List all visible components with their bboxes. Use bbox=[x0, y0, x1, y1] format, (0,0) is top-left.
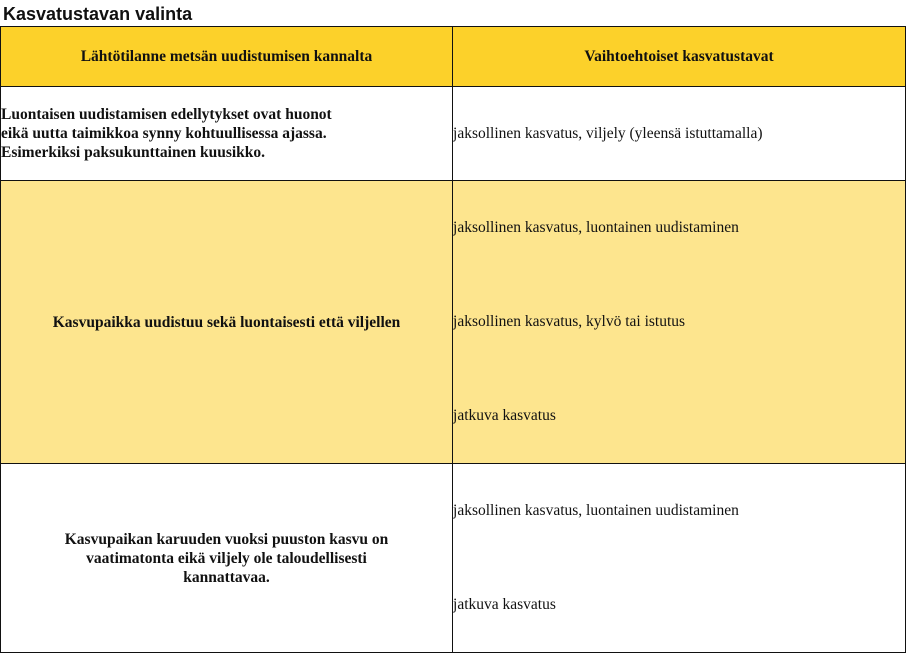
option-item: jatkuva kasvatus bbox=[453, 596, 556, 613]
growing-method-table bbox=[0, 26, 906, 653]
header-situation: Lähtötilanne metsän uudistumisen kannalta bbox=[1, 27, 453, 87]
situation-line: eikä uutta taimikkoa synny kohtuullisessa ajassa. bbox=[1, 125, 327, 142]
page-title: Kasvatustavan valinta bbox=[3, 4, 193, 24]
option-item: jaksollinen kasvatus, luontainen uudistaminen bbox=[453, 219, 739, 236]
situation-cell bbox=[1, 464, 453, 653]
situation-cell bbox=[1, 181, 453, 464]
option-item: jaksollinen kasvatus, viljely (yleensä istuttamalla) bbox=[453, 124, 763, 142]
situation-line: Kasvupaikka uudistuu sekä luontaisesti että viljellen bbox=[52, 313, 401, 331]
table-header-row bbox=[1, 27, 906, 87]
situation-line: Luontaisen uudistamisen edellytykset ovat huonot bbox=[1, 106, 332, 123]
option-item: jaksollinen kasvatus, kylvö tai istutus bbox=[453, 313, 686, 330]
option-item: jatkuva kasvatus bbox=[453, 407, 556, 424]
situation-line: Esimerkiksi paksukunttainen kuusikko. bbox=[1, 144, 266, 161]
table-row bbox=[1, 464, 906, 653]
table-row bbox=[1, 181, 906, 464]
option-item: jaksollinen kasvatus, luontainen uudistaminen bbox=[453, 502, 739, 519]
table-row bbox=[1, 87, 906, 181]
situation-line: kannattavaa. bbox=[183, 568, 270, 586]
options-cell bbox=[453, 87, 906, 181]
options-cell bbox=[453, 181, 906, 464]
situation-line: vaatimatonta eikä viljely ole taloudellisesti bbox=[86, 549, 367, 567]
situation-line: Kasvupaikan karuuden vuoksi puuston kasvu on bbox=[64, 530, 389, 548]
options-cell bbox=[453, 464, 906, 653]
situation-cell bbox=[1, 87, 453, 181]
header-options: Vaihtoehtoiset kasvatustavat bbox=[453, 27, 906, 87]
